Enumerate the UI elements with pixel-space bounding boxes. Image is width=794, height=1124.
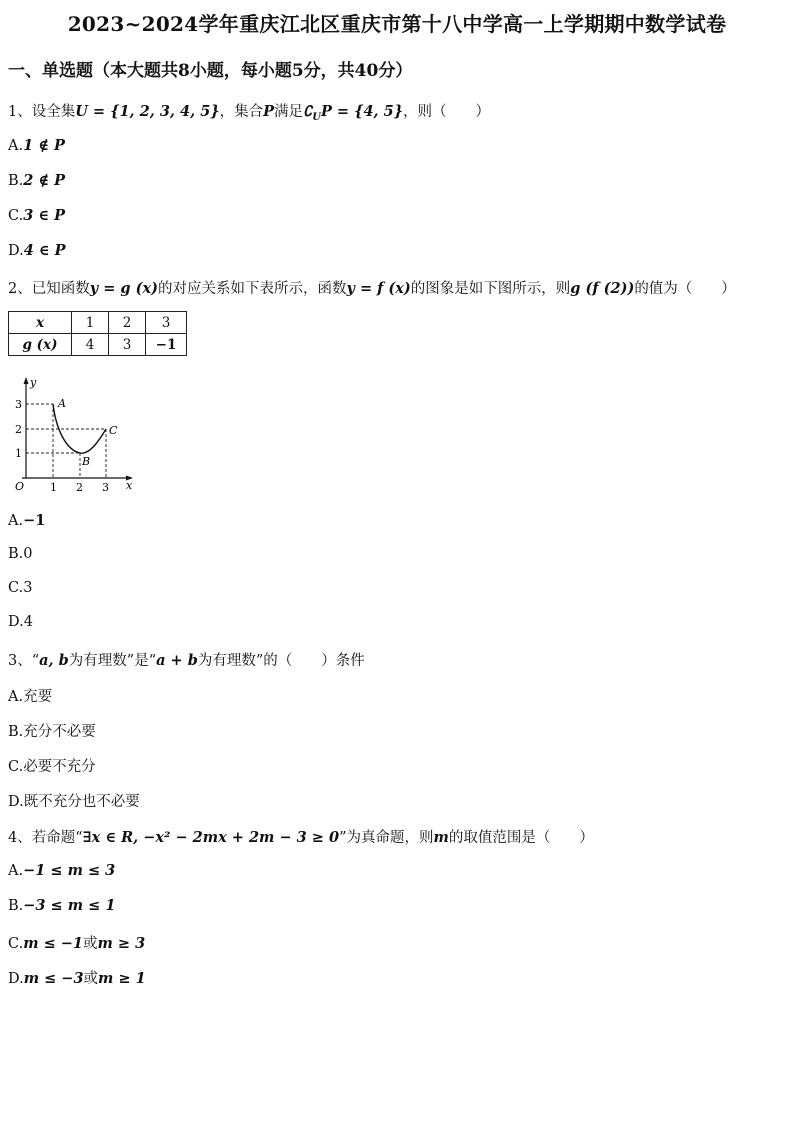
q1-math-complement-sub: U — [312, 111, 321, 123]
section-heading: 一、单选题（本大题共8小题，每小题5分，共40分） — [8, 61, 413, 81]
option-letter: C. — [8, 936, 24, 952]
option-math: 1 ∉ P — [23, 137, 65, 154]
q4-option-d[interactable] — [8, 967, 146, 988]
q2-text-1: 2、已知函数 — [8, 281, 90, 297]
option-math: m ≥ 1 — [98, 970, 146, 987]
q2-option-c[interactable] — [8, 580, 32, 596]
function-value-table — [8, 311, 187, 356]
q4-math-proposition: ∃x ∈ R, −x² − 2mx + 2m − 3 ≥ 0 — [82, 829, 340, 846]
table-cell: 2 — [109, 312, 146, 334]
q2-math-g: y = g (x) — [89, 280, 158, 297]
option-text: 或 — [83, 936, 98, 952]
option-letter: C. — [8, 208, 24, 224]
option-math: 2 ∉ P — [23, 172, 66, 189]
option-letter: D. — [8, 971, 24, 987]
option-letter: B. — [8, 546, 24, 562]
option-letter: D. — [8, 794, 24, 810]
q1-math-complement: ∁ — [303, 103, 313, 120]
option-math: m ≤ −1 — [23, 935, 84, 952]
q3-text-1: 3、“ — [8, 653, 40, 669]
q2-option-d[interactable] — [8, 614, 33, 630]
table-row — [9, 334, 187, 356]
option-math: −3 ≤ m ≤ 1 — [23, 897, 116, 914]
option-letter: B. — [8, 898, 24, 914]
table-header-x: x — [9, 312, 72, 334]
x-tick-label: 1 — [50, 481, 57, 494]
option-math: m ≤ −3 — [23, 970, 84, 987]
option-letter: D. — [8, 243, 24, 259]
q4-text-1: 4、若命题“ — [8, 830, 83, 846]
q2-math-f: y = f (x) — [346, 280, 411, 297]
x-tick-label: 2 — [76, 481, 83, 494]
table-cell: 3 — [109, 334, 146, 356]
q1-math-set-p: P — [263, 103, 275, 120]
q3-math-sum: a + b — [156, 652, 198, 669]
option-text: 充分不必要 — [23, 724, 96, 740]
question-4-stem — [8, 826, 594, 847]
option-math: m ≥ 3 — [97, 935, 146, 952]
q2-option-b[interactable] — [8, 546, 33, 562]
q4-option-b[interactable] — [8, 897, 115, 914]
q3-text-2: 为有理数”是“ — [68, 653, 157, 669]
option-math: 3 ∈ P — [23, 207, 66, 224]
q2-text-2: 的对应关系如下表所示，函数 — [157, 281, 347, 297]
table-cell: 1 — [72, 312, 109, 334]
option-math: −1 ≤ m ≤ 3 — [23, 862, 116, 879]
q4-text-3: 的取值范围是（ ） — [448, 830, 594, 846]
q1-text-1: 1、设全集 — [8, 104, 76, 120]
q3-text-3: 为有理数”的（ ）条件 — [197, 653, 365, 669]
q3-option-a[interactable] — [8, 685, 52, 706]
q4-text-2: ”为真命题，则 — [339, 830, 434, 846]
table-cell: 4 — [72, 334, 109, 356]
option-letter: A. — [8, 863, 24, 879]
point-c-label: C — [109, 424, 118, 437]
option-text: 3 — [23, 580, 33, 596]
question-2-stem — [8, 277, 736, 298]
q2-text-3: 的图象是如下图所示，则 — [410, 281, 571, 297]
table-cell: −1 — [146, 334, 187, 356]
option-letter: D. — [8, 614, 24, 630]
option-text: 4 — [23, 614, 33, 630]
x-tick-label: 3 — [102, 481, 109, 494]
q2-math-composite: g (f (2)) — [570, 280, 635, 297]
q4-option-a[interactable] — [8, 862, 115, 879]
table-row — [9, 312, 187, 334]
q3-option-b[interactable] — [8, 720, 96, 741]
q1-math-universal-set: U = {1, 2, 3, 4, 5} — [75, 103, 220, 120]
point-b-label: B — [82, 455, 91, 468]
origin-label: O — [15, 480, 25, 493]
function-graph — [8, 374, 138, 496]
y-tick-label: 3 — [15, 398, 22, 411]
option-text: 0 — [23, 546, 33, 562]
q1-option-a[interactable] — [8, 137, 65, 154]
exam-title: 2023~2024学年重庆江北区重庆市第十八中学高一上学期期中数学试卷 — [67, 12, 727, 36]
q1-text-2: ，集合 — [219, 104, 264, 120]
option-letter: A. — [8, 138, 24, 154]
q3-option-c[interactable] — [8, 755, 96, 776]
x-axis-label: x — [126, 479, 133, 492]
option-letter: C. — [8, 580, 24, 596]
option-text: 充要 — [23, 689, 53, 705]
y-tick-label: 1 — [15, 447, 22, 460]
y-tick-label: 2 — [15, 423, 22, 436]
option-letter: B. — [8, 724, 24, 740]
q1-text-4: ，则（ ） — [403, 104, 491, 120]
y-axis-label: y — [30, 376, 37, 389]
option-letter: C. — [8, 759, 24, 775]
point-a-label: A — [58, 397, 66, 410]
question-3-stem — [8, 649, 365, 670]
table-header-gx: g (x) — [9, 334, 72, 356]
q4-math-m: m — [433, 829, 449, 846]
q1-text-3: 满足 — [274, 104, 304, 120]
option-text: 既不充分也不必要 — [23, 794, 140, 810]
q3-option-d[interactable] — [8, 790, 140, 811]
q2-option-a[interactable] — [8, 512, 45, 529]
question-1-stem — [8, 100, 490, 123]
q4-option-c[interactable] — [8, 932, 145, 953]
option-letter: A. — [8, 689, 24, 705]
y-axis-arrow — [24, 377, 29, 384]
q2-text-4: 的值为（ ） — [634, 281, 736, 297]
option-letter: A. — [8, 513, 24, 529]
q1-math-complement-value: P = {4, 5} — [320, 103, 404, 120]
table-cell: 3 — [146, 312, 187, 334]
option-letter: B. — [8, 173, 24, 189]
option-math: 4 ∈ P — [23, 242, 66, 259]
option-text: 或 — [83, 971, 99, 987]
q1-option-d[interactable] — [8, 242, 66, 259]
q1-option-b[interactable] — [8, 172, 65, 189]
option-math: −1 — [23, 512, 46, 529]
option-text: 必要不充分 — [23, 759, 96, 775]
q3-math-ab: a, b — [39, 652, 69, 669]
q1-option-c[interactable] — [8, 207, 65, 224]
